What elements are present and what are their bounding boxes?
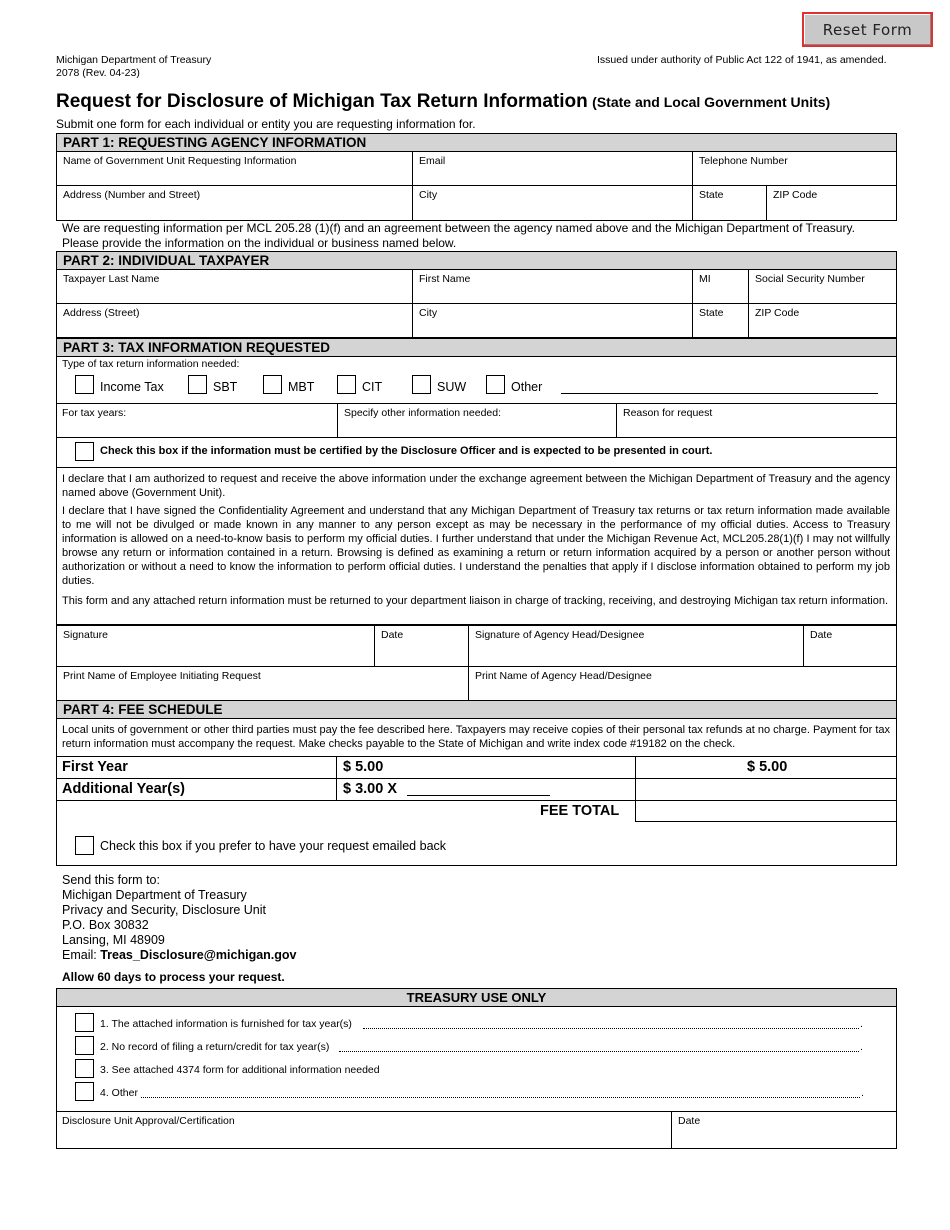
signature-field[interactable] xyxy=(57,626,375,667)
tax-type-label: Type of tax return information needed: xyxy=(62,358,240,370)
taxpayer-state-label: State xyxy=(699,307,724,319)
part1-statement xyxy=(62,221,855,251)
part2-heading: PART 2: INDIVIDUAL TAXPAYER xyxy=(56,251,897,270)
head-date-label: Date xyxy=(810,629,833,641)
gov-unit-label: Name of Government Unit Requesting Information xyxy=(63,155,297,167)
reason-field[interactable] xyxy=(617,404,896,438)
suw-checkbox[interactable] xyxy=(412,375,431,394)
mbt-checkbox[interactable] xyxy=(263,375,282,394)
part2-table xyxy=(56,270,897,339)
treasury-item-3-label: 3. See attached 4374 form for additional information needed xyxy=(100,1064,380,1076)
ssn-label: Social Security Number xyxy=(755,273,865,285)
first-name-field[interactable] xyxy=(413,270,693,304)
tax-years-label: For tax years: xyxy=(62,407,127,419)
ssn-field[interactable] xyxy=(749,270,897,304)
sbt-label: SBT xyxy=(213,380,238,394)
additional-years-count-line[interactable] xyxy=(407,795,550,796)
period-4: . xyxy=(861,1087,864,1099)
address-field[interactable] xyxy=(57,186,413,220)
instruction-text: Submit one form for each individual or entity you are requesting information for. xyxy=(56,117,476,131)
treasury-item-3-checkbox[interactable] xyxy=(75,1059,94,1078)
signature-date-label: Date xyxy=(381,629,404,641)
page-title xyxy=(56,91,830,113)
declaration-2: I declare that I have signed the Confidentiality Agreement and understand that any Michigan Department of Treasury tax returns or tax return information made available to me will not be divulged or made known in any manner to any person except as may be necessary in the performance of my official duties. Access to Treasury information is allowed on a need-to-know basis to perform my official duties. I further understand that under the Michigan Revenue Act, MCL205.28(1)(f) I may not willfully browse any return or information contained in a return. Browsing is defined as examining a return or return information acquired by a person or another person without authorization or without a need to know the information to perform official duties. I understand the penalties that apply if I disclose information obtained to perform my job duties. xyxy=(62,505,890,587)
taxpayer-city-field[interactable] xyxy=(413,304,693,338)
send-address xyxy=(62,873,297,963)
send-line-2: Michigan Department of Treasury xyxy=(62,888,247,902)
part1-heading: PART 1: REQUESTING AGENCY INFORMATION xyxy=(56,133,897,152)
taxpayer-zip-label: ZIP Code xyxy=(755,307,800,319)
treasury-item-2-checkbox[interactable] xyxy=(75,1036,94,1055)
suw-label: SUW xyxy=(437,380,467,394)
treasury-item-1-checkbox[interactable] xyxy=(75,1013,94,1032)
form-number: 2078 (Rev. 04-23) xyxy=(56,67,140,79)
state-label: State xyxy=(699,189,724,201)
taxpayer-address-label: Address (Street) xyxy=(63,307,140,319)
phone-label: Telephone Number xyxy=(699,155,788,167)
signature-date-field[interactable] xyxy=(375,626,469,667)
part1-table xyxy=(56,152,897,221)
zip-field[interactable] xyxy=(767,186,897,220)
taxpayer-city-label: City xyxy=(419,307,438,319)
declaration-3: This form and any attached return information must be returned to your department liaison in charge of tracking, receiving, and destroying Michigan tax return information. xyxy=(62,595,889,607)
taxpayer-address-field[interactable] xyxy=(57,304,413,338)
agency-name: Michigan Department of Treasury xyxy=(56,54,212,66)
cit-label: CIT xyxy=(362,380,383,394)
cit-checkbox[interactable] xyxy=(337,375,356,394)
print-head-label: Print Name of Agency Head/Designee xyxy=(475,670,652,682)
city-field[interactable] xyxy=(413,186,693,220)
signature-table xyxy=(56,625,897,701)
other-specify-line[interactable] xyxy=(561,393,878,394)
other-checkbox[interactable] xyxy=(486,375,505,394)
fee-total-label: FEE TOTAL xyxy=(540,803,620,819)
send-line-3: Privacy and Security, Disclosure Unit xyxy=(62,903,267,917)
gov-unit-field[interactable] xyxy=(57,152,413,186)
approval-date-field[interactable] xyxy=(672,1112,896,1149)
treasury-item-1-label: 1. The attached information is furnished for tax year(s) xyxy=(100,1018,352,1030)
title-main: Request for Disclosure of Michigan Tax Return Information xyxy=(56,91,588,112)
email-field[interactable] xyxy=(413,152,693,186)
treasury-item-4-checkbox[interactable] xyxy=(75,1082,94,1101)
email-label: Email xyxy=(419,155,446,167)
taxpayer-state-field[interactable] xyxy=(693,304,749,338)
city-label: City xyxy=(419,189,438,201)
income-tax-checkbox[interactable] xyxy=(75,375,94,394)
other-info-label: Specify other information needed: xyxy=(344,407,502,419)
send-email-line xyxy=(62,948,297,963)
other-info-field[interactable] xyxy=(338,404,617,438)
authority-text: Issued under authority of Public Act 122 of 1941, as amended. xyxy=(597,54,887,66)
mbt-label: MBT xyxy=(288,380,315,394)
signature-label: Signature xyxy=(63,629,108,641)
print-employee-field[interactable] xyxy=(57,667,469,700)
treasury-item-2-label: 2. No record of filing a return/credit for tax year(s) xyxy=(100,1041,330,1053)
certify-label: Check this box if the information must be certified by the Disclosure Officer and is expected to be presented in court. xyxy=(100,445,713,457)
part3-heading: PART 3: TAX INFORMATION REQUESTED xyxy=(56,338,897,357)
head-signature-field[interactable] xyxy=(469,626,804,667)
treasury-heading: TREASURY USE ONLY xyxy=(56,988,897,1007)
statement-line-2: Please provide the information on the individual or business named below. xyxy=(62,236,457,250)
tax-years-field[interactable] xyxy=(56,404,338,438)
mi-field[interactable] xyxy=(693,270,749,304)
income-tax-label: Income Tax xyxy=(100,380,164,394)
approval-field[interactable] xyxy=(56,1112,672,1149)
declaration-1: I declare that I am authorized to request and receive the above information under the exchange agreement between the Michigan Department of Treasury and the agency named above (Government Unit). xyxy=(62,473,890,499)
mi-label: MI xyxy=(699,273,711,285)
fee-total-field[interactable] xyxy=(636,801,896,821)
send-line-1: Send this form to: xyxy=(62,873,160,887)
approval-date-label: Date xyxy=(678,1115,701,1127)
additional-years-total-field[interactable] xyxy=(636,779,896,800)
email-prefix: Email: xyxy=(62,948,101,962)
zip-label: ZIP Code xyxy=(773,189,818,201)
send-line-4: P.O. Box 30832 xyxy=(62,918,149,932)
reset-form-button[interactable]: Reset Form xyxy=(802,12,933,47)
first-name-label: First Name xyxy=(419,273,471,285)
part4-heading: PART 4: FEE SCHEDULE xyxy=(56,700,897,719)
other-label: Other xyxy=(511,380,543,394)
fee-col-divider xyxy=(336,756,337,800)
address-label: Address (Number and Street) xyxy=(63,189,201,201)
divider xyxy=(56,467,897,468)
disclosure-email-link[interactable]: Treas_Disclosure@michigan.gov xyxy=(100,948,297,962)
first-year-total: $ 5.00 xyxy=(747,759,788,775)
additional-years-fee: $ 3.00 X xyxy=(343,781,398,797)
fee-text: Local units of government or other third parties must pay the fee described here. Taxpayers may receive copies of their personal tax refunds at no charge. Payment for tax return information must accompany the request. Make checks payable to the State of Michigan and write index code #19182 on the check. xyxy=(62,724,890,750)
phone-field[interactable] xyxy=(693,152,897,186)
treasury-item-2-line[interactable] xyxy=(339,1051,859,1052)
additional-years-label: Additional Year(s) xyxy=(62,781,186,797)
head-date-field[interactable] xyxy=(804,626,896,667)
head-signature-label: Signature of Agency Head/Designee xyxy=(475,629,645,641)
statement-line-1: We are requesting information per MCL 205.28 (1)(f) and an agreement between the agency named above and the Michigan Department of Treasury. xyxy=(62,221,855,235)
treasury-item-1-line[interactable] xyxy=(363,1028,859,1029)
sbt-checkbox[interactable] xyxy=(188,375,207,394)
email-back-checkbox[interactable] xyxy=(75,836,94,855)
certify-checkbox[interactable] xyxy=(75,442,94,461)
treasury-item-4-line[interactable] xyxy=(141,1097,860,1098)
taxpayer-last-name-field[interactable] xyxy=(57,270,413,304)
email-back-label: Check this box if you prefer to have your request emailed back xyxy=(100,839,447,853)
period-2: . xyxy=(860,1041,863,1053)
reason-label: Reason for request xyxy=(623,407,713,419)
send-line-5: Lansing, MI 48909 xyxy=(62,933,165,947)
processing-notice: Allow 60 days to process your request. xyxy=(62,970,285,984)
period-1: . xyxy=(860,1018,863,1030)
first-year-fee: $ 5.00 xyxy=(343,759,384,775)
title-sub: (State and Local Government Units) xyxy=(592,94,831,110)
treasury-item-4-label: 4. Other xyxy=(100,1087,138,1099)
taxpayer-zip-field[interactable] xyxy=(749,304,897,338)
approval-row xyxy=(56,1111,897,1149)
print-employee-label: Print Name of Employee Initiating Request xyxy=(63,670,261,682)
first-year-label: First Year xyxy=(62,759,128,775)
fee-divider-3 xyxy=(56,800,636,801)
approval-label: Disclosure Unit Approval/Certification xyxy=(62,1115,235,1127)
print-head-field[interactable] xyxy=(469,667,896,700)
tax-years-row xyxy=(56,403,897,438)
state-field[interactable] xyxy=(693,186,767,220)
last-name-label: Taxpayer Last Name xyxy=(63,273,160,285)
